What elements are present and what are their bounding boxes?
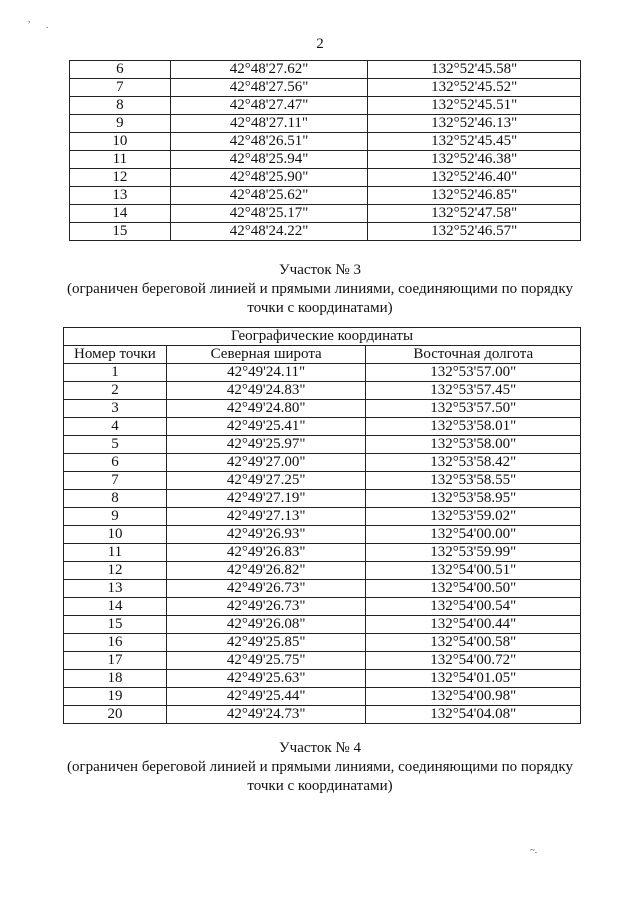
latitude-cell: 42°49'26.82" bbox=[166, 562, 366, 580]
latitude-cell: 42°49'27.19" bbox=[166, 490, 366, 508]
table-row bbox=[64, 418, 581, 436]
group-header: Географические координаты bbox=[64, 328, 581, 346]
point-number-cell: 8 bbox=[70, 97, 171, 115]
point-number-cell: 10 bbox=[64, 526, 167, 544]
point-number-cell: 3 bbox=[64, 400, 167, 418]
table-row bbox=[64, 472, 581, 490]
section-3-heading bbox=[30, 261, 610, 318]
longitude-cell: 132°53'58.00" bbox=[366, 436, 581, 454]
longitude-cell: 132°54'00.72" bbox=[366, 652, 581, 670]
table-row bbox=[70, 169, 581, 187]
scan-speck: . bbox=[46, 20, 49, 30]
latitude-cell: 42°49'25.85" bbox=[166, 634, 366, 652]
longitude-cell: 132°54'00.98" bbox=[366, 688, 581, 706]
point-number-cell: 15 bbox=[70, 223, 171, 241]
latitude-cell: 42°49'24.73" bbox=[166, 706, 366, 724]
point-number-cell: 12 bbox=[70, 169, 171, 187]
latitude-cell: 42°49'25.97" bbox=[166, 436, 366, 454]
longitude-cell: 132°52'45.51" bbox=[368, 97, 581, 115]
latitude-cell: 42°48'27.11" bbox=[170, 115, 368, 133]
column-header: Северная широта bbox=[166, 346, 366, 364]
table-row bbox=[70, 187, 581, 205]
section-description: (ограничен береговой линией и прямыми линиями, соединяющими по порядку bbox=[66, 281, 573, 297]
longitude-cell: 132°53'58.55" bbox=[366, 472, 581, 490]
latitude-cell: 42°49'26.08" bbox=[166, 616, 366, 634]
point-number-cell: 5 bbox=[64, 436, 167, 454]
table-row bbox=[70, 97, 581, 115]
point-number-cell: 13 bbox=[70, 187, 171, 205]
table-row bbox=[70, 205, 581, 223]
table-row bbox=[64, 688, 581, 706]
latitude-cell: 42°48'26.51" bbox=[170, 133, 368, 151]
table-row bbox=[64, 652, 581, 670]
table-row bbox=[70, 115, 581, 133]
table-row bbox=[64, 580, 581, 598]
table-row bbox=[70, 133, 581, 151]
scan-speck: , bbox=[28, 14, 31, 24]
point-number-cell: 4 bbox=[64, 418, 167, 436]
table-row bbox=[70, 151, 581, 169]
longitude-cell: 132°53'58.95" bbox=[366, 490, 581, 508]
table-row bbox=[64, 508, 581, 526]
table-body bbox=[70, 61, 581, 241]
section-title: Участок № 4 bbox=[279, 740, 361, 756]
table-row bbox=[64, 382, 581, 400]
table-row bbox=[64, 454, 581, 472]
latitude-cell: 42°48'27.56" bbox=[170, 79, 368, 97]
table-row bbox=[64, 364, 581, 382]
latitude-cell: 42°49'26.93" bbox=[166, 526, 366, 544]
point-number-cell: 6 bbox=[70, 61, 171, 79]
latitude-cell: 42°49'25.44" bbox=[166, 688, 366, 706]
latitude-cell: 42°49'26.73" bbox=[166, 580, 366, 598]
point-number-cell: 20 bbox=[64, 706, 167, 724]
scan-speck: ~. bbox=[530, 845, 538, 855]
point-number-cell: 11 bbox=[64, 544, 167, 562]
point-number-cell: 17 bbox=[64, 652, 167, 670]
longitude-cell: 132°52'46.40" bbox=[368, 169, 581, 187]
latitude-cell: 42°48'25.62" bbox=[170, 187, 368, 205]
point-number-cell: 8 bbox=[64, 490, 167, 508]
section-description: точки с координатами) bbox=[247, 778, 393, 794]
longitude-cell: 132°52'46.13" bbox=[368, 115, 581, 133]
point-number-cell: 14 bbox=[64, 598, 167, 616]
page-number: 2 bbox=[316, 36, 324, 52]
point-number-cell: 7 bbox=[64, 472, 167, 490]
table-row bbox=[64, 616, 581, 634]
point-number-cell: 13 bbox=[64, 580, 167, 598]
latitude-cell: 42°48'25.94" bbox=[170, 151, 368, 169]
point-number-cell: 6 bbox=[64, 454, 167, 472]
point-number-cell: 15 bbox=[64, 616, 167, 634]
longitude-cell: 132°54'00.44" bbox=[366, 616, 581, 634]
longitude-cell: 132°53'57.00" bbox=[366, 364, 581, 382]
point-number-cell: 12 bbox=[64, 562, 167, 580]
latitude-cell: 42°49'27.00" bbox=[166, 454, 366, 472]
longitude-cell: 132°54'01.05" bbox=[366, 670, 581, 688]
longitude-cell: 132°52'45.52" bbox=[368, 79, 581, 97]
latitude-cell: 42°49'24.83" bbox=[166, 382, 366, 400]
latitude-cell: 42°49'27.13" bbox=[166, 508, 366, 526]
latitude-cell: 42°49'26.73" bbox=[166, 598, 366, 616]
latitude-cell: 42°49'24.80" bbox=[166, 400, 366, 418]
longitude-cell: 132°52'45.58" bbox=[368, 61, 581, 79]
point-number-cell: 2 bbox=[64, 382, 167, 400]
point-number-cell: 16 bbox=[64, 634, 167, 652]
latitude-cell: 42°48'25.17" bbox=[170, 205, 368, 223]
table-row bbox=[70, 61, 581, 79]
longitude-cell: 132°53'57.45" bbox=[366, 382, 581, 400]
point-number-cell: 19 bbox=[64, 688, 167, 706]
latitude-cell: 42°48'25.90" bbox=[170, 169, 368, 187]
point-number-cell: 9 bbox=[64, 508, 167, 526]
point-number-cell: 7 bbox=[70, 79, 171, 97]
latitude-cell: 42°48'27.62" bbox=[170, 61, 368, 79]
table-row bbox=[64, 544, 581, 562]
table-row bbox=[64, 400, 581, 418]
section-description: точки с координатами) bbox=[247, 300, 393, 316]
table-row bbox=[64, 706, 581, 724]
longitude-cell: 132°52'45.45" bbox=[368, 133, 581, 151]
coordinates-table-section-3 bbox=[63, 327, 581, 724]
longitude-cell: 132°54'00.00" bbox=[366, 526, 581, 544]
latitude-cell: 42°49'27.25" bbox=[166, 472, 366, 490]
longitude-cell: 132°53'58.01" bbox=[366, 418, 581, 436]
point-number-cell: 11 bbox=[70, 151, 171, 169]
longitude-cell: 132°53'57.50" bbox=[366, 400, 581, 418]
longitude-cell: 132°52'46.57" bbox=[368, 223, 581, 241]
longitude-cell: 132°53'59.02" bbox=[366, 508, 581, 526]
section-title: Участок № 3 bbox=[279, 262, 361, 278]
table-row bbox=[64, 490, 581, 508]
longitude-cell: 132°54'00.51" bbox=[366, 562, 581, 580]
longitude-cell: 132°54'00.58" bbox=[366, 634, 581, 652]
table-row bbox=[64, 526, 581, 544]
longitude-cell: 132°54'00.54" bbox=[366, 598, 581, 616]
table-body bbox=[64, 364, 581, 724]
point-number-cell: 18 bbox=[64, 670, 167, 688]
longitude-cell: 132°54'00.50" bbox=[366, 580, 581, 598]
latitude-cell: 42°49'25.41" bbox=[166, 418, 366, 436]
column-header: Номер точки bbox=[64, 346, 167, 364]
table-row bbox=[64, 598, 581, 616]
longitude-cell: 132°53'59.99" bbox=[366, 544, 581, 562]
table-row bbox=[64, 436, 581, 454]
longitude-cell: 132°52'46.85" bbox=[368, 187, 581, 205]
latitude-cell: 42°48'24.22" bbox=[170, 223, 368, 241]
table-row bbox=[64, 562, 581, 580]
table-row bbox=[70, 79, 581, 97]
section-description: (ограничен береговой линией и прямыми линиями, соединяющими по порядку bbox=[66, 759, 573, 775]
longitude-cell: 132°54'04.08" bbox=[366, 706, 581, 724]
latitude-cell: 42°49'24.11" bbox=[166, 364, 366, 382]
point-number-cell: 9 bbox=[70, 115, 171, 133]
longitude-cell: 132°52'46.38" bbox=[368, 151, 581, 169]
latitude-cell: 42°48'27.47" bbox=[170, 97, 368, 115]
coordinates-table-continued bbox=[69, 60, 581, 241]
point-number-cell: 14 bbox=[70, 205, 171, 223]
point-number-cell: 1 bbox=[64, 364, 167, 382]
section-4-heading bbox=[30, 739, 610, 796]
table-row bbox=[64, 634, 581, 652]
latitude-cell: 42°49'25.75" bbox=[166, 652, 366, 670]
longitude-cell: 132°52'47.58" bbox=[368, 205, 581, 223]
table-row bbox=[64, 670, 581, 688]
latitude-cell: 42°49'25.63" bbox=[166, 670, 366, 688]
table-row bbox=[70, 223, 581, 241]
longitude-cell: 132°53'58.42" bbox=[366, 454, 581, 472]
latitude-cell: 42°49'26.83" bbox=[166, 544, 366, 562]
column-header: Восточная долгота bbox=[366, 346, 581, 364]
point-number-cell: 10 bbox=[70, 133, 171, 151]
